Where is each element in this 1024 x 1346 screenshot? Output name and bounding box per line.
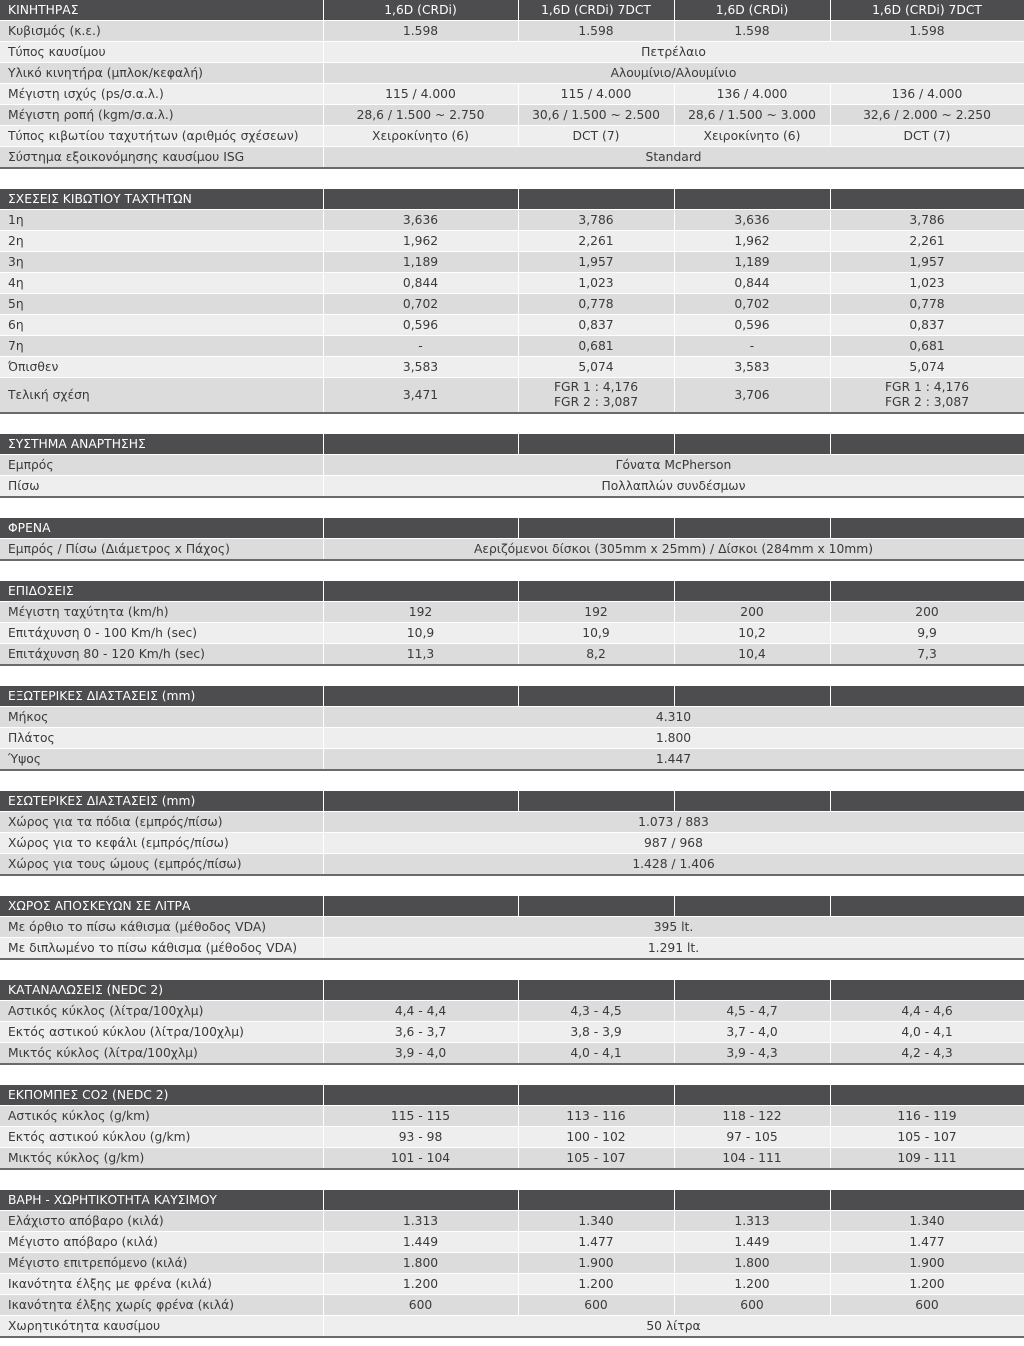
section-header-row bbox=[0, 1190, 1024, 1211]
spec-value: 105 - 107 bbox=[518, 1148, 674, 1170]
section-header-row bbox=[0, 581, 1024, 602]
section-title: ΦΡΕΝΑ bbox=[0, 518, 323, 539]
spec-value: 0,596 bbox=[323, 315, 518, 336]
spec-value: 10,9 bbox=[323, 623, 518, 644]
spec-value: 30,6 / 1.500 ~ 2.500 bbox=[518, 105, 674, 126]
spec-value-shared: 395 lt. bbox=[323, 917, 1024, 938]
spec-value: 115 / 4.000 bbox=[518, 84, 674, 105]
column-header bbox=[674, 434, 830, 455]
spec-row bbox=[0, 917, 1024, 938]
spec-value: 1,962 bbox=[674, 231, 830, 252]
spec-value: FGR 1 : 4,176 FGR 2 : 3,087 bbox=[830, 378, 1024, 414]
spec-row bbox=[0, 644, 1024, 666]
column-header bbox=[674, 189, 830, 210]
column-header bbox=[518, 189, 674, 210]
spec-row bbox=[0, 455, 1024, 476]
spec-value: 113 - 116 bbox=[518, 1106, 674, 1127]
spec-label: 7η bbox=[0, 336, 323, 357]
spec-section-table bbox=[0, 980, 1024, 1065]
spec-value: 4,4 - 4,4 bbox=[323, 1001, 518, 1022]
column-header bbox=[830, 896, 1024, 917]
spec-value: 0,778 bbox=[830, 294, 1024, 315]
column-header bbox=[518, 518, 674, 539]
section-gap bbox=[0, 876, 1024, 896]
spec-value: 115 / 4.000 bbox=[323, 84, 518, 105]
section-title: ΕΣΩΤΕΡΙΚΕΣ ΔΙΑΣΤΑΣΕΙΣ (mm) bbox=[0, 791, 323, 812]
spec-row bbox=[0, 749, 1024, 771]
spec-value: 200 bbox=[674, 602, 830, 623]
spec-row bbox=[0, 315, 1024, 336]
spec-label: 4η bbox=[0, 273, 323, 294]
spec-value: FGR 1 : 4,176 FGR 2 : 3,087 bbox=[518, 378, 674, 414]
spec-label: Χώρος για τους ώμους (εμπρός/πίσω) bbox=[0, 854, 323, 876]
spec-value: 1.598 bbox=[518, 21, 674, 42]
spec-label: Σύστημα εξοικονόμησης καυσίμου ISG bbox=[0, 147, 323, 169]
spec-value: 116 - 119 bbox=[830, 1106, 1024, 1127]
section-header-row bbox=[0, 791, 1024, 812]
spec-row bbox=[0, 623, 1024, 644]
spec-row bbox=[0, 378, 1024, 414]
spec-row bbox=[0, 1127, 1024, 1148]
spec-row bbox=[0, 833, 1024, 854]
spec-row bbox=[0, 21, 1024, 42]
spec-value: 1,962 bbox=[323, 231, 518, 252]
column-header bbox=[323, 980, 518, 1001]
section-header-row bbox=[0, 0, 1024, 21]
section-gap bbox=[0, 169, 1024, 189]
spec-value: 192 bbox=[323, 602, 518, 623]
section-title: ΚΙΝΗΤΗΡΑΣ bbox=[0, 0, 323, 21]
spec-row bbox=[0, 1232, 1024, 1253]
spec-row bbox=[0, 105, 1024, 126]
section-header-row bbox=[0, 686, 1024, 707]
spec-label: Επιτάχυνση 0 - 100 Km/h (sec) bbox=[0, 623, 323, 644]
column-header bbox=[830, 1190, 1024, 1211]
spec-label: Μέγιστη ισχύς (ps/σ.α.λ.) bbox=[0, 84, 323, 105]
column-header: 1,6D (CRDi) 7DCT bbox=[518, 0, 674, 21]
column-header: 1,6D (CRDi) 7DCT bbox=[830, 0, 1024, 21]
spec-value-shared: Πετρέλαιο bbox=[323, 42, 1024, 63]
spec-value: 2,261 bbox=[830, 231, 1024, 252]
section-header-row bbox=[0, 434, 1024, 455]
spec-row bbox=[0, 938, 1024, 960]
column-header bbox=[830, 189, 1024, 210]
section-title: ΕΠΙΔΟΣΕΙΣ bbox=[0, 581, 323, 602]
spec-value: 115 - 115 bbox=[323, 1106, 518, 1127]
spec-value: 1.200 bbox=[518, 1274, 674, 1295]
spec-row bbox=[0, 728, 1024, 749]
spec-value: 1,023 bbox=[518, 273, 674, 294]
spec-value-shared: Αλουμίνιο/Αλουμίνιο bbox=[323, 63, 1024, 84]
column-header bbox=[674, 518, 830, 539]
spec-row bbox=[0, 476, 1024, 498]
spec-value: DCT (7) bbox=[518, 126, 674, 147]
spec-section-table bbox=[0, 434, 1024, 498]
spec-value: 0,596 bbox=[674, 315, 830, 336]
spec-row bbox=[0, 1148, 1024, 1170]
column-header: 1,6D (CRDi) bbox=[323, 0, 518, 21]
section-title: ΣΥΣΤΗΜΑ ΑΝΑΡΤΗΣΗΣ bbox=[0, 434, 323, 455]
spec-row bbox=[0, 539, 1024, 561]
spec-row bbox=[0, 1022, 1024, 1043]
spec-value: 0,837 bbox=[830, 315, 1024, 336]
column-header bbox=[323, 1190, 518, 1211]
column-header bbox=[674, 896, 830, 917]
column-header bbox=[518, 980, 674, 1001]
spec-value: 1.800 bbox=[323, 1253, 518, 1274]
column-header bbox=[830, 791, 1024, 812]
spec-value: 192 bbox=[518, 602, 674, 623]
spec-label: Μέγιστη ροπή (kgm/σ.α.λ.) bbox=[0, 105, 323, 126]
spec-section-table bbox=[0, 518, 1024, 561]
column-header bbox=[518, 686, 674, 707]
column-header bbox=[323, 791, 518, 812]
spec-value: 11,3 bbox=[323, 644, 518, 666]
spec-value: 1.598 bbox=[674, 21, 830, 42]
spec-label: Εκτός αστικού κύκλου (λίτρα/100χλμ) bbox=[0, 1022, 323, 1043]
column-header: 1,6D (CRDi) bbox=[674, 0, 830, 21]
spec-value: 0,844 bbox=[674, 273, 830, 294]
spec-value: 1,957 bbox=[830, 252, 1024, 273]
spec-value: 0,681 bbox=[830, 336, 1024, 357]
spec-row bbox=[0, 1001, 1024, 1022]
column-header bbox=[830, 686, 1024, 707]
spec-row bbox=[0, 1211, 1024, 1232]
spec-value-shared: 1.800 bbox=[323, 728, 1024, 749]
spec-value: 4,2 - 4,3 bbox=[830, 1043, 1024, 1065]
spec-value: 0,778 bbox=[518, 294, 674, 315]
spec-row bbox=[0, 273, 1024, 294]
spec-value: 10,4 bbox=[674, 644, 830, 666]
spec-value: 28,6 / 1.500 ~ 2.750 bbox=[323, 105, 518, 126]
spec-row bbox=[0, 336, 1024, 357]
spec-label: Μικτός κύκλος (g/km) bbox=[0, 1148, 323, 1170]
spec-row bbox=[0, 812, 1024, 833]
spec-value: 3,471 bbox=[323, 378, 518, 414]
spec-value: 101 - 104 bbox=[323, 1148, 518, 1170]
section-title: ΣΧΕΣΕΙΣ ΚΙΒΩΤΙΟΥ ΤΑΧΤΗΤΩΝ bbox=[0, 189, 323, 210]
spec-value: 3,7 - 4,0 bbox=[674, 1022, 830, 1043]
spec-row bbox=[0, 42, 1024, 63]
spec-value: 109 - 111 bbox=[830, 1148, 1024, 1170]
spec-value-shared: 1.447 bbox=[323, 749, 1024, 771]
section-gap bbox=[0, 561, 1024, 581]
spec-section-table bbox=[0, 189, 1024, 414]
spec-value: 1.340 bbox=[830, 1211, 1024, 1232]
spec-value: 1.900 bbox=[518, 1253, 674, 1274]
spec-label: Υλικό κινητήρα (μπλοκ/κεφαλή) bbox=[0, 63, 323, 84]
spec-row bbox=[0, 147, 1024, 169]
spec-label: Εμπρός bbox=[0, 455, 323, 476]
section-header-row bbox=[0, 189, 1024, 210]
column-header bbox=[674, 791, 830, 812]
spec-row bbox=[0, 84, 1024, 105]
spec-row bbox=[0, 357, 1024, 378]
spec-row bbox=[0, 1295, 1024, 1316]
spec-value: 1,023 bbox=[830, 273, 1024, 294]
spec-row bbox=[0, 63, 1024, 84]
column-header bbox=[323, 581, 518, 602]
section-header-row bbox=[0, 518, 1024, 539]
spec-label: Μέγιστο επιτρεπόμενο (κιλά) bbox=[0, 1253, 323, 1274]
spec-value-shared: Standard bbox=[323, 147, 1024, 169]
spec-value: 9,9 bbox=[830, 623, 1024, 644]
spec-row bbox=[0, 126, 1024, 147]
spec-value: 3,9 - 4,0 bbox=[323, 1043, 518, 1065]
spec-value: 93 - 98 bbox=[323, 1127, 518, 1148]
column-header bbox=[518, 434, 674, 455]
spec-value: Χειροκίνητο (6) bbox=[323, 126, 518, 147]
column-header bbox=[323, 189, 518, 210]
column-header bbox=[518, 1085, 674, 1106]
spec-label: Ύψος bbox=[0, 749, 323, 771]
spec-label: Τύπος καυσίμου bbox=[0, 42, 323, 63]
spec-row bbox=[0, 1274, 1024, 1295]
section-header-row bbox=[0, 980, 1024, 1001]
spec-value: 0,844 bbox=[323, 273, 518, 294]
spec-value: 10,2 bbox=[674, 623, 830, 644]
spec-label: Ελάχιστο απόβαρο (κιλά) bbox=[0, 1211, 323, 1232]
spec-value-shared: 50 λίτρα bbox=[323, 1316, 1024, 1338]
spec-value: 600 bbox=[674, 1295, 830, 1316]
section-title: ΒΑΡΗ - ΧΩΡΗΤΙΚΟΤΗΤΑ ΚΑΥΣΙΜΟΥ bbox=[0, 1190, 323, 1211]
spec-label: Χώρος για τα πόδια (εμπρός/πίσω) bbox=[0, 812, 323, 833]
spec-row bbox=[0, 294, 1024, 315]
spec-value: 3,786 bbox=[518, 210, 674, 231]
spec-value: 600 bbox=[518, 1295, 674, 1316]
spec-section-table bbox=[0, 0, 1024, 169]
spec-value: - bbox=[674, 336, 830, 357]
column-header bbox=[323, 896, 518, 917]
spec-row bbox=[0, 1316, 1024, 1338]
column-header bbox=[674, 686, 830, 707]
column-header bbox=[323, 518, 518, 539]
spec-row bbox=[0, 210, 1024, 231]
section-gap bbox=[0, 666, 1024, 686]
spec-value: 1.900 bbox=[830, 1253, 1024, 1274]
spec-value: 1.200 bbox=[674, 1274, 830, 1295]
spec-row bbox=[0, 1253, 1024, 1274]
spec-value: 2,261 bbox=[518, 231, 674, 252]
spec-label: Εκτός αστικού κύκλου (g/km) bbox=[0, 1127, 323, 1148]
spec-label: Ικανότητα έλξης χωρίς φρένα (κιλά) bbox=[0, 1295, 323, 1316]
spec-value: 1.800 bbox=[674, 1253, 830, 1274]
spec-label: Πλάτος bbox=[0, 728, 323, 749]
spec-label: Με διπλωμένο το πίσω κάθισμα (μέθοδος VDA) bbox=[0, 938, 323, 960]
spec-label: Αστικός κύκλος (g/km) bbox=[0, 1106, 323, 1127]
column-header bbox=[518, 1190, 674, 1211]
spec-value: 1,189 bbox=[323, 252, 518, 273]
spec-value: 97 - 105 bbox=[674, 1127, 830, 1148]
spec-label: Μέγιστη ταχύτητα (km/h) bbox=[0, 602, 323, 623]
column-header bbox=[674, 1085, 830, 1106]
spec-value: 105 - 107 bbox=[830, 1127, 1024, 1148]
column-header bbox=[518, 896, 674, 917]
spec-value: 0,702 bbox=[674, 294, 830, 315]
spec-value: 3,9 - 4,3 bbox=[674, 1043, 830, 1065]
spec-value: 3,583 bbox=[323, 357, 518, 378]
spec-section-table bbox=[0, 1190, 1024, 1338]
spec-value: 4,0 - 4,1 bbox=[518, 1043, 674, 1065]
spec-label: Μήκος bbox=[0, 707, 323, 728]
spec-row bbox=[0, 854, 1024, 876]
column-header bbox=[830, 581, 1024, 602]
column-header bbox=[830, 434, 1024, 455]
section-title: ΧΩΡΟΣ ΑΠΟΣΚΕΥΩΝ ΣΕ ΛΙΤΡΑ bbox=[0, 896, 323, 917]
spec-label: 3η bbox=[0, 252, 323, 273]
spec-value: 1.449 bbox=[323, 1232, 518, 1253]
column-header bbox=[830, 518, 1024, 539]
spec-value: 3,8 - 3,9 bbox=[518, 1022, 674, 1043]
spec-value: 4,0 - 4,1 bbox=[830, 1022, 1024, 1043]
section-header-row bbox=[0, 1085, 1024, 1106]
spec-value: 32,6 / 2.000 ~ 2.250 bbox=[830, 105, 1024, 126]
spec-value-shared: 1.073 / 883 bbox=[323, 812, 1024, 833]
section-gap bbox=[0, 771, 1024, 791]
spec-value: 3,706 bbox=[674, 378, 830, 414]
spec-value: 5,074 bbox=[518, 357, 674, 378]
spec-value: 600 bbox=[323, 1295, 518, 1316]
spec-row bbox=[0, 1106, 1024, 1127]
spec-row bbox=[0, 602, 1024, 623]
spec-label: Τύπος κιβωτίου ταχυτήτων (αριθμός σχέσεων) bbox=[0, 126, 323, 147]
spec-value: 118 - 122 bbox=[674, 1106, 830, 1127]
spec-row bbox=[0, 707, 1024, 728]
spec-value: 1.477 bbox=[830, 1232, 1024, 1253]
section-header-row bbox=[0, 896, 1024, 917]
spec-value: 28,6 / 1.500 ~ 3.000 bbox=[674, 105, 830, 126]
section-title: ΕΞΩΤΕΡΙΚΕΣ ΔΙΑΣΤΑΣΕΙΣ (mm) bbox=[0, 686, 323, 707]
spec-value: 0,702 bbox=[323, 294, 518, 315]
column-header bbox=[674, 581, 830, 602]
section-gap bbox=[0, 1170, 1024, 1190]
spec-value: 1.340 bbox=[518, 1211, 674, 1232]
spec-value: 1.313 bbox=[674, 1211, 830, 1232]
spec-value: 4,4 - 4,6 bbox=[830, 1001, 1024, 1022]
spec-value: 1.598 bbox=[830, 21, 1024, 42]
column-header bbox=[830, 980, 1024, 1001]
spec-label: 1η bbox=[0, 210, 323, 231]
spec-value: 7,3 bbox=[830, 644, 1024, 666]
section-gap bbox=[0, 960, 1024, 980]
spec-label: 5η bbox=[0, 294, 323, 315]
spec-value-shared: Γόνατα McPherson bbox=[323, 455, 1024, 476]
spec-value: 3,6 - 3,7 bbox=[323, 1022, 518, 1043]
spec-value: 1.200 bbox=[323, 1274, 518, 1295]
spec-value-shared: 1.428 / 1.406 bbox=[323, 854, 1024, 876]
spec-value: 3,636 bbox=[674, 210, 830, 231]
spec-label: Με όρθιο το πίσω κάθισμα (μέθοδος VDA) bbox=[0, 917, 323, 938]
section-gap bbox=[0, 1065, 1024, 1085]
spec-label: Ικανότητα έλξης με φρένα (κιλά) bbox=[0, 1274, 323, 1295]
spec-value-shared: 4.310 bbox=[323, 707, 1024, 728]
column-header bbox=[674, 1190, 830, 1211]
spec-value: 200 bbox=[830, 602, 1024, 623]
spec-section-table bbox=[0, 896, 1024, 960]
spec-value: 1,189 bbox=[674, 252, 830, 273]
spec-label: Εμπρός / Πίσω (Διάμετρος x Πάχος) bbox=[0, 539, 323, 561]
spec-label: Πίσω bbox=[0, 476, 323, 498]
spec-label: Μικτός κύκλος (λίτρα/100χλμ) bbox=[0, 1043, 323, 1065]
spec-value: 1.477 bbox=[518, 1232, 674, 1253]
spec-value: 136 / 4.000 bbox=[674, 84, 830, 105]
spec-label: Όπισθεν bbox=[0, 357, 323, 378]
spec-value: 3,583 bbox=[674, 357, 830, 378]
section-title: ΕΚΠΟΜΠΕΣ CO2 (NEDC 2) bbox=[0, 1085, 323, 1106]
spec-value-shared: Πολλαπλών συνδέσμων bbox=[323, 476, 1024, 498]
spec-value: 1.200 bbox=[830, 1274, 1024, 1295]
spec-value: 1.449 bbox=[674, 1232, 830, 1253]
spec-value: 4,3 - 4,5 bbox=[518, 1001, 674, 1022]
spec-value: 1,957 bbox=[518, 252, 674, 273]
spec-value: 4,5 - 4,7 bbox=[674, 1001, 830, 1022]
spec-value: - bbox=[323, 336, 518, 357]
spec-section-table bbox=[0, 1085, 1024, 1170]
spec-row bbox=[0, 231, 1024, 252]
column-header bbox=[323, 1085, 518, 1106]
spec-value-shared: 987 / 968 bbox=[323, 833, 1024, 854]
spec-value: 1.313 bbox=[323, 1211, 518, 1232]
spec-label: 2η bbox=[0, 231, 323, 252]
spec-label: Μέγιστο απόβαρο (κιλά) bbox=[0, 1232, 323, 1253]
section-gap bbox=[0, 498, 1024, 518]
spec-value: 3,786 bbox=[830, 210, 1024, 231]
spec-row bbox=[0, 1043, 1024, 1065]
spec-value: 136 / 4.000 bbox=[830, 84, 1024, 105]
spec-row bbox=[0, 252, 1024, 273]
column-header bbox=[323, 434, 518, 455]
spec-value: 8,2 bbox=[518, 644, 674, 666]
spec-section-table bbox=[0, 581, 1024, 666]
spec-value: 1.598 bbox=[323, 21, 518, 42]
spec-value: 10,9 bbox=[518, 623, 674, 644]
column-header bbox=[830, 1085, 1024, 1106]
spec-label: Κυβισμός (κ.ε.) bbox=[0, 21, 323, 42]
spec-value: Χειροκίνητο (6) bbox=[674, 126, 830, 147]
spec-value: 5,074 bbox=[830, 357, 1024, 378]
spec-label: 6η bbox=[0, 315, 323, 336]
column-header bbox=[518, 791, 674, 812]
column-header bbox=[674, 980, 830, 1001]
spec-label: Χώρος για το κεφάλι (εμπρός/πίσω) bbox=[0, 833, 323, 854]
spec-value: 104 - 111 bbox=[674, 1148, 830, 1170]
spec-section-table bbox=[0, 791, 1024, 876]
spec-value-shared: Αεριζόμενοι δίσκοι (305mm x 25mm) / Δίσκοι (284mm x 10mm) bbox=[323, 539, 1024, 561]
spec-value: 100 - 102 bbox=[518, 1127, 674, 1148]
spec-label: Αστικός κύκλος (λίτρα/100χλμ) bbox=[0, 1001, 323, 1022]
spec-value: 0,681 bbox=[518, 336, 674, 357]
spec-label: Χωρητικότητα καυσίμου bbox=[0, 1316, 323, 1338]
section-gap bbox=[0, 414, 1024, 434]
column-header bbox=[518, 581, 674, 602]
spec-value: 0,837 bbox=[518, 315, 674, 336]
spec-value-shared: 1.291 lt. bbox=[323, 938, 1024, 960]
spec-label: Τελική σχέση bbox=[0, 378, 323, 414]
section-title: ΚΑΤΑΝΑΛΩΣΕΙΣ (NEDC 2) bbox=[0, 980, 323, 1001]
column-header bbox=[323, 686, 518, 707]
spec-section-table bbox=[0, 686, 1024, 771]
spec-value: 600 bbox=[830, 1295, 1024, 1316]
spec-value: 3,636 bbox=[323, 210, 518, 231]
spec-value: DCT (7) bbox=[830, 126, 1024, 147]
spec-label: Επιτάχυνση 80 - 120 Km/h (sec) bbox=[0, 644, 323, 666]
